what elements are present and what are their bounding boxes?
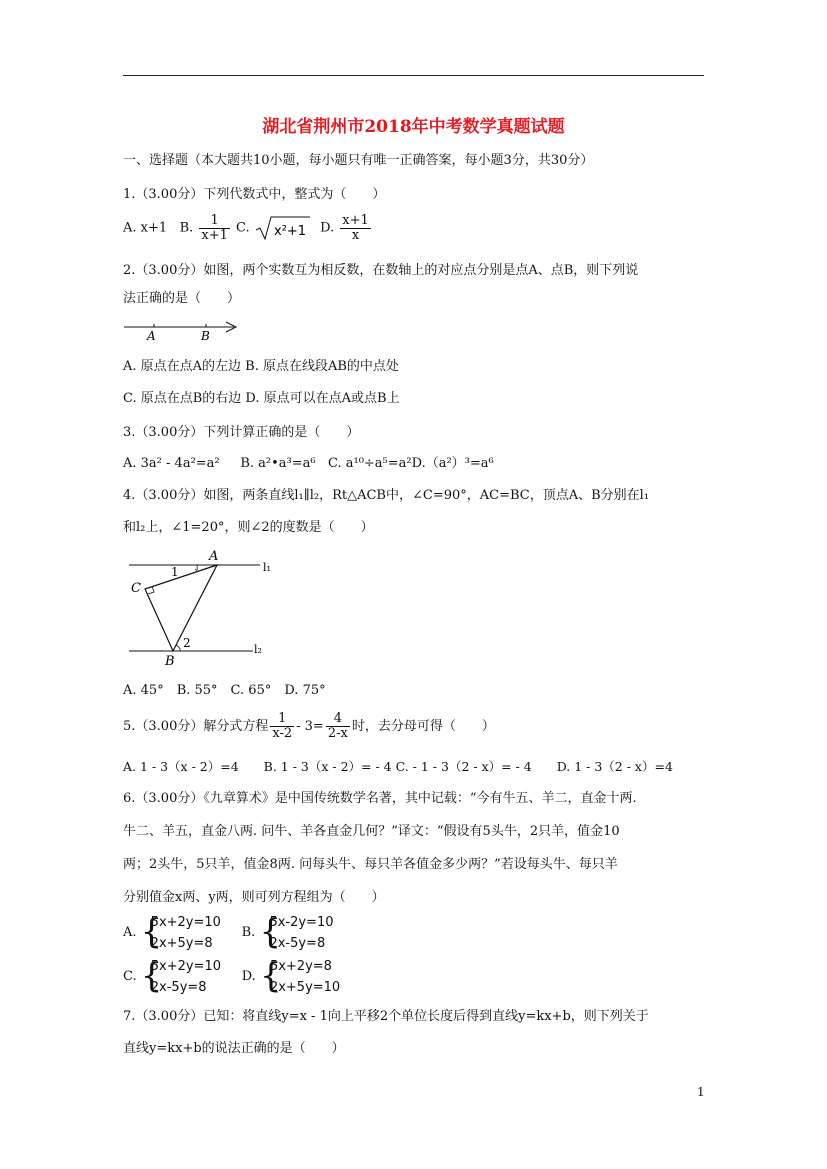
q7-stem-line2: 直线y=kx+b的说法正确的是（ ） [123,1041,345,1056]
angle-2-label: 2 [183,636,191,650]
q4-stem-line1: 4.（3.00分）如图，两条直线l₁∥l₂，Rt△ACB中，∠C=90°，AC=BC，顶点A、B分别在l₁ [123,488,650,503]
q6-stem-line4: 分别值金x两、y两，则可列方程组为（ ） [123,890,385,905]
angle-1-label: 1 [171,565,179,579]
q6-stem-line3: 两；2头牛，5只羊，值金8两. 问每头牛、每只羊各值金多少两？”若设每头牛、每只羊 [123,857,618,872]
point-b-label: B [201,329,210,343]
q4-options: A. 45° B. 55° C. 65° D. 75° [123,683,326,698]
q5-fraction-1: $\frac{1}{x-2}$ [272,711,293,741]
q2-options-line2: C. 原点在点B的右边 D. 原点可以在点A或点B上 [123,391,400,406]
q6-option-d-system: { 5x+2y=8 2x+5y=10 [259,956,341,996]
q1-option-c-label: C. [236,220,250,236]
header-rule [123,75,704,76]
point-a-label: A [147,329,156,343]
q3-option-c: C. a¹⁰÷a⁵=a² [327,456,412,471]
q3-option-a: A. 3a² - 4a²=a² [123,456,220,471]
q6-options-row1: A. { 5x+2y=10 2x+5y=8 B. { 5x-2y=10 2x-5y=8 [123,912,334,952]
q4-stem-line2: 和l₂上，∠1=20°，则∠2的度数是（ ） [123,520,374,535]
q1-option-b-fraction: $\frac{1}{x+1}$ [201,212,228,243]
vertex-a-label: A [209,549,219,564]
q6-option-c-system: { 5x+2y=10 2x-5y=8 [140,956,222,996]
q7-stem-line1: 7.（3.00分）已知：将直线y=x - 1向上平移2个单位长度后得到直线y=kx+b，则下列关于 [123,1009,649,1024]
q3-option-b: B. a²•a³=a⁶ [240,456,316,471]
q1-stem: 1.（3.00分）下列代数式中，整式为（ ） [123,187,386,202]
q1-option-a: A. x+1 [123,220,168,236]
q2-options-line1: A. 原点在点A的左边 B. 原点在线段AB的中点处 [123,359,399,374]
section-heading: 一、选择题（本大题共10小题，每小题只有唯一正确答案，每小题3分，共30分） [123,153,594,168]
q1-option-c-sqrt [254,213,312,243]
q5-fraction-2: $\frac{4}{2-x}$ [327,711,348,741]
triangle-figure [125,545,275,670]
q3-option-d: D.（a²）³=a⁶ [411,456,494,471]
q6-stem-line2: 牛二、羊五，直金八两. 问牛、羊各直金几何？”译文：“假设有5头牛，2只羊，值金10 [123,824,620,839]
q1-option-c-radicand: x²+1 [273,223,306,239]
q2-stem-line2: 法正确的是（ ） [123,291,241,306]
q5-options: A. 1 - 3（x - 2）=4 B. 1 - 3（x - 2）= - 4 C. - 1 - 3（2 - x）= - 4 D. 1 - 3（2 - x）=4 [123,759,673,774]
q1-option-d-fraction: $\frac{x+1}{x}$ [342,212,369,243]
q6-option-b-system: { 5x-2y=10 2x-5y=8 [259,912,334,952]
vertex-b-label: B [165,654,175,669]
q1-option-d-label: D. [320,220,335,236]
page-number: 1 [697,1085,705,1099]
q2-stem-line1: 2.（3.00分）如图，两个实数互为相反数，在数轴上的对应点分别是点A、点B，则下列说 [123,263,639,278]
line-l2-label: l₂ [254,643,262,656]
q6-options-row2: C. { 5x+2y=10 2x-5y=8 D. { 5x+2y=8 2x+5y=10 [123,956,341,996]
q3-stem: 3.（3.00分）下列计算正确的是（ ） [123,425,360,440]
q5-stem: 5.（3.00分）解分式方程 $\frac{1}{x-2}$ - 3= $\frac{4}{2-x}$ 时，去分母可得（ ） [123,711,495,741]
q1-options [123,213,373,244]
page-title: 湖北省荆州市2018年中考数学真题试题 [262,117,565,137]
number-line-figure [120,316,250,346]
q6-option-a-system: { 5x+2y=10 2x+5y=8 [140,912,221,952]
line-l1-label: l₁ [263,561,271,574]
q3-options [123,455,494,473]
vertex-c-label: C [131,581,141,596]
q6-stem-line1: 6.（3.00分）《九章算术》是中国传统数学名著，其中记载：“今有牛五、羊二，直金十两. [123,791,637,806]
q1-option-b-label: B. [179,220,194,236]
